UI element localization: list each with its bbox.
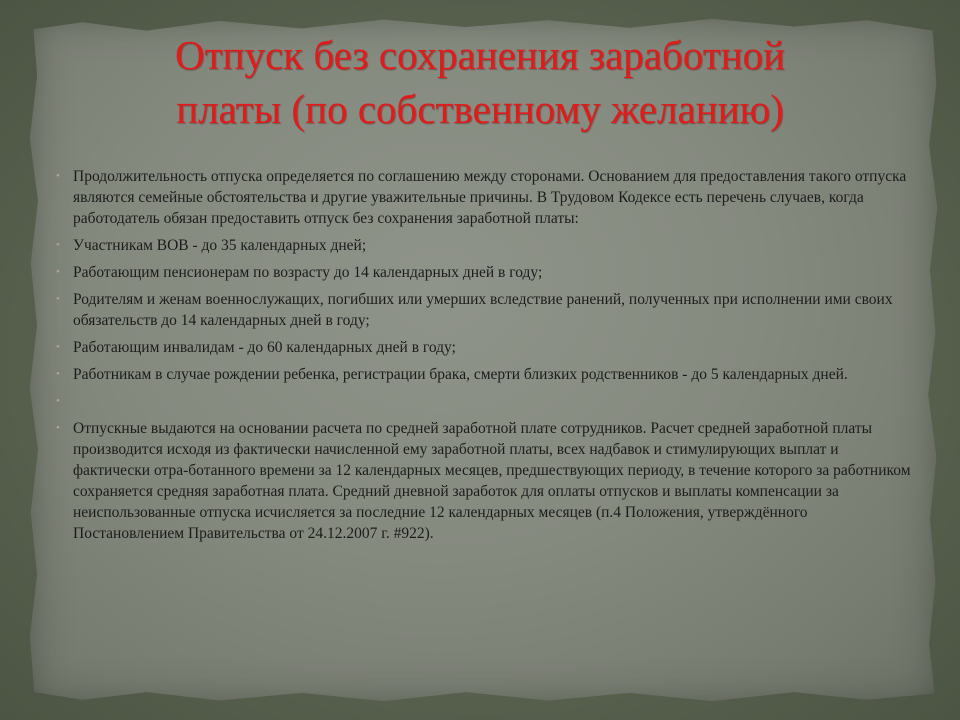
list-item — [56, 364, 916, 385]
bullet-list — [56, 166, 916, 550]
list-item-text: Участникам ВОВ - до 35 календарных дней; — [73, 237, 367, 254]
bullet-icon: • — [56, 368, 60, 380]
list-item — [56, 235, 916, 256]
title-line-2: платы (по собственному желанию) — [176, 86, 784, 132]
list-item-text: Работающим пенсионерам по возрасту до 14 календарных дней в году; — [73, 264, 543, 281]
slide-title — [60, 28, 900, 136]
bullet-icon: • — [56, 341, 60, 353]
bullet-icon: • — [56, 395, 60, 407]
list-item — [56, 166, 916, 229]
list-item-text: Продолжительность отпуска определяется по соглашению между сторонами. Основанием для предоставления такого отпуска являются семейные обстоятельства и другие уважительные причины. В Трудовом Кодексе есть перечень случаев, когда работодатель обязан предоставить отпуск без сохранения заработной платы: — [73, 168, 907, 227]
list-item-text: Работающим инвалидам - до 60 календарных дней в году; — [73, 339, 456, 356]
list-item — [56, 289, 916, 331]
list-item-text: Родителям и женам военнослужащих, погибших или умерших вследствие ранений, полученных при исполнении ими своих обязательств до 14 календарных дней в году; — [73, 291, 893, 329]
bullet-icon: • — [56, 422, 60, 434]
list-item-empty — [56, 391, 916, 412]
list-item — [56, 262, 916, 283]
bullet-icon: • — [56, 266, 60, 278]
bullet-icon: • — [56, 293, 60, 305]
title-line-1: Отпуск без сохранения заработной — [174, 32, 785, 78]
list-item — [56, 418, 916, 544]
bullet-icon: • — [56, 170, 60, 182]
bullet-icon: • — [56, 239, 60, 251]
list-item-text: Работникам в случае рождении ребенка, регистрации брака, смерти близких родственников - до 5 календарных дней. — [73, 366, 848, 383]
list-item — [56, 337, 916, 358]
list-item-text: Отпускные выдаются на основании расчета по средней заработной плате сотрудников. Расчет средней заработной платы производится исходя из фактически начисленной ему заработной платы, всех надбавок и стимулирующих выплат и фактически отра-ботанного времени за 12 календарных месяцев, предшествующих периоду, в течение которого за работником сохраняется средняя заработная плата. Средний дневной заработок для оплаты отпусков и выплаты компенсации за неиспользованные отпуска исчисляется за последние 12 календарных месяцев (п.4 Положения, утверждённого Постановлением Правительства от 24.12.2007 г. #922). — [73, 420, 911, 542]
